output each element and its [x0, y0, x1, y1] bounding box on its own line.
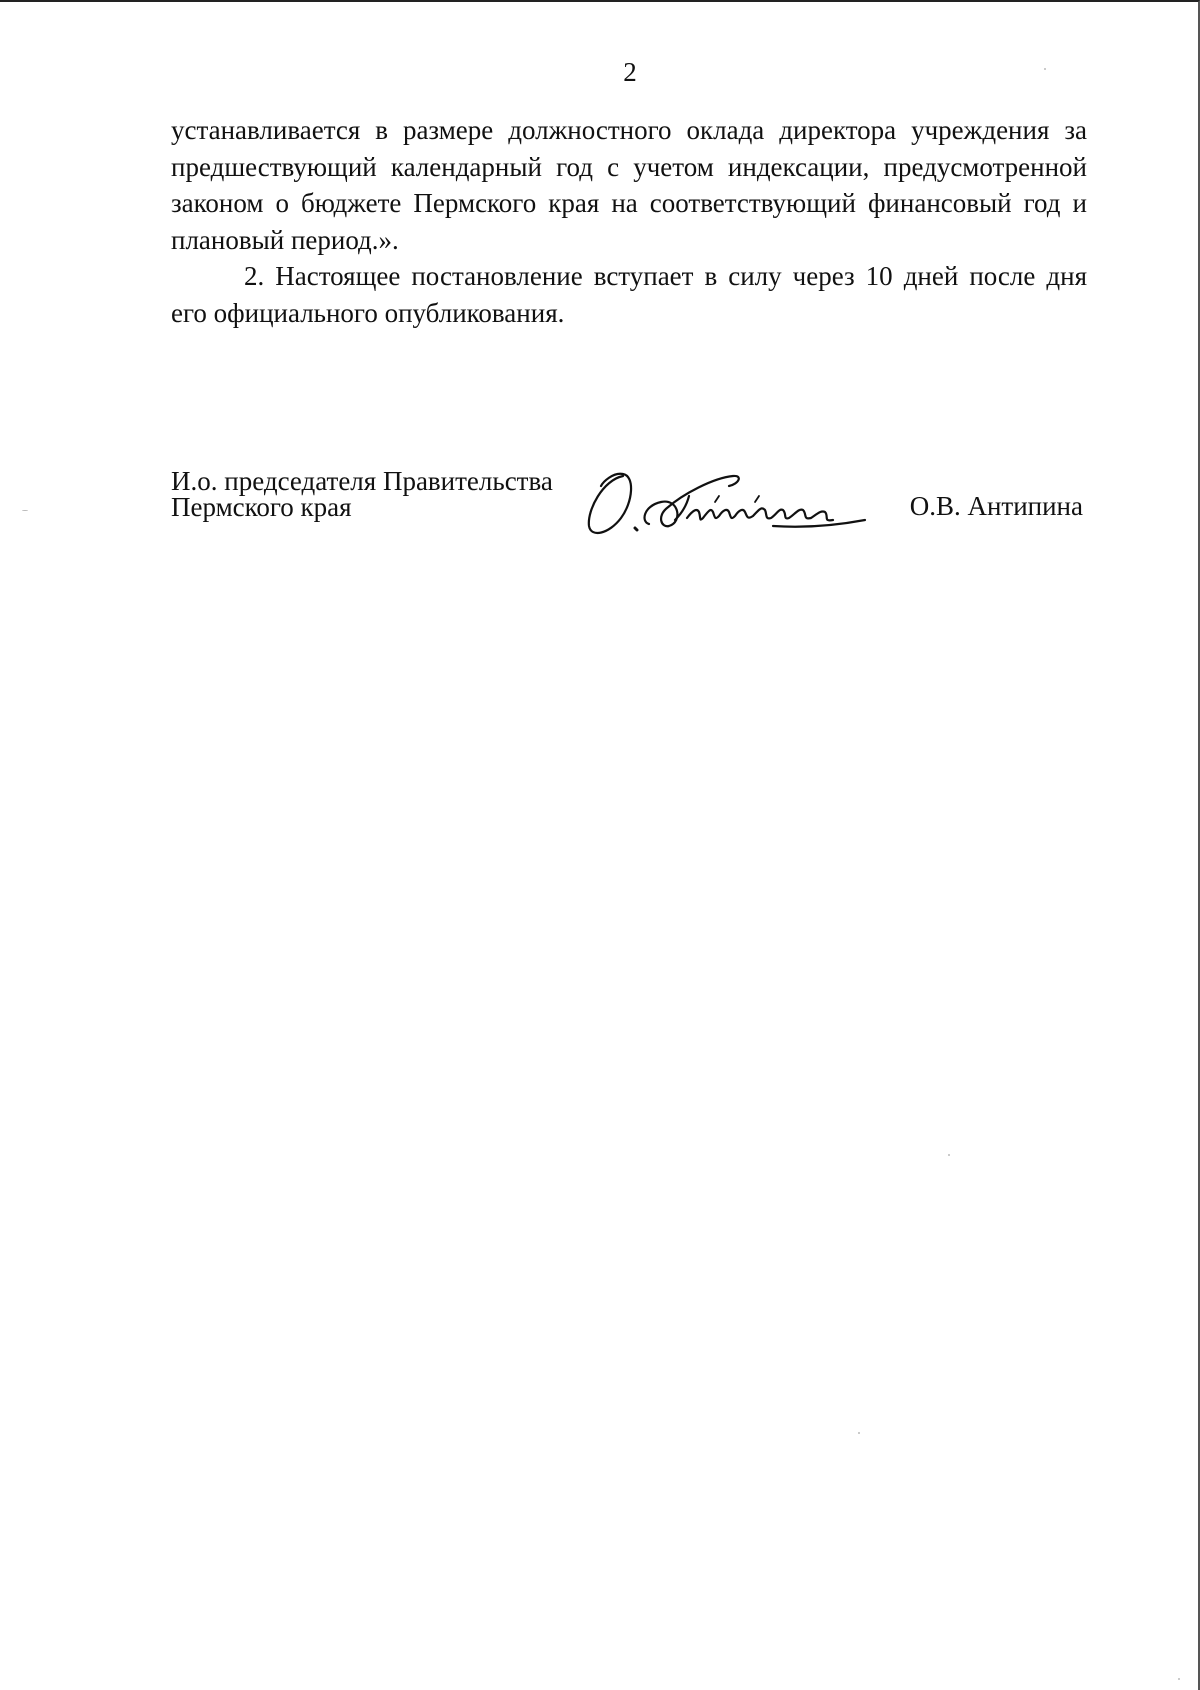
scan-speck [1044, 68, 1046, 70]
handwritten-signature [583, 462, 903, 542]
scan-speck [22, 510, 28, 511]
document-body [171, 112, 1087, 331]
page-number: 2 [623, 57, 637, 87]
signatory-title-line-2: Пермского края [171, 492, 352, 522]
signatory-name: О.В. Антипина [909, 491, 1083, 521]
signature-block [171, 468, 1087, 558]
scan-speck [858, 1432, 860, 1434]
paragraph-2: 2. Настоящее постановление вступает в силу через 10 дней после дня его официального опубликования. [171, 261, 1087, 328]
signatory-title-line-1: И.о. председателя Правительства [171, 466, 553, 496]
scan-speck [948, 1154, 950, 1156]
signatory-title [171, 468, 553, 520]
scan-speck [1178, 1678, 1180, 1680]
paragraph-continuation: устанавливается в размере должностного оклада директора учреждения за предшествующий календарный год с учетом индексации, предусмотренной законом о бюджете Пермского края на соответствующий финансовый год и плановый период.». [171, 115, 1087, 255]
